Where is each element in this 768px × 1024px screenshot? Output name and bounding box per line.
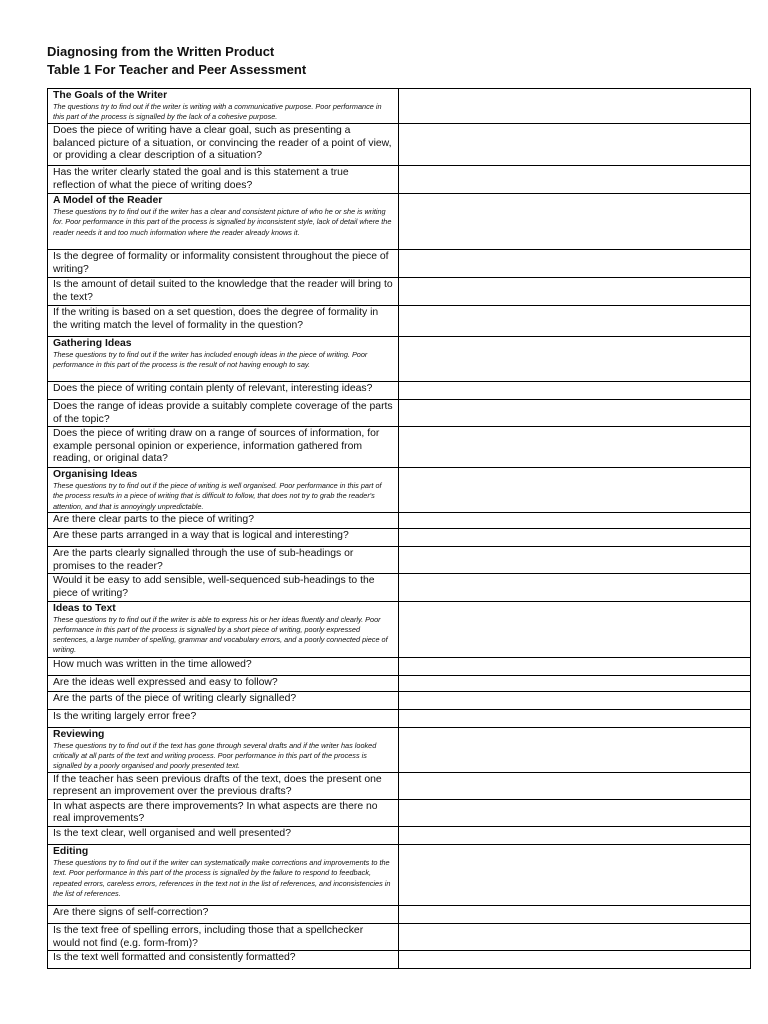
answer-cell[interactable] — [399, 691, 751, 709]
answer-cell[interactable] — [399, 306, 751, 337]
question-row — [48, 513, 751, 529]
question-text: Is the text well formatted and consistently formatted? — [53, 952, 296, 964]
section-row — [48, 468, 751, 513]
prompt-cell — [48, 529, 399, 547]
prompt-cell — [48, 337, 399, 382]
question-row — [48, 306, 751, 337]
question-text: Is the writing largely error free? — [53, 710, 197, 722]
question-text: Is the degree of formality or informality consistent throughout the piece of writing? — [53, 251, 389, 275]
question-row — [48, 529, 751, 547]
section-title: Gathering Ideas — [53, 338, 132, 349]
question-text: Does the piece of writing draw on a range of sources of information, for example personal opinion or experience, information gathered from reading, or original data? — [53, 428, 380, 465]
question-text: Would it be easy to add sensible, well-sequenced sub-headings to the piece of writing? — [53, 575, 375, 599]
prompt-cell — [48, 772, 399, 799]
section-row — [48, 844, 751, 905]
prompt-cell — [48, 923, 399, 950]
answer-cell[interactable] — [399, 675, 751, 691]
question-row — [48, 691, 751, 709]
answer-cell[interactable] — [399, 799, 751, 826]
answer-cell[interactable] — [399, 574, 751, 601]
question-text: Does the range of ideas provide a suitably complete coverage of the parts of the topic? — [53, 401, 393, 425]
prompt-cell — [48, 194, 399, 250]
answer-cell[interactable] — [399, 844, 751, 905]
answer-cell[interactable] — [399, 951, 751, 969]
question-text: Is the text free of spelling errors, including those that a spellchecker would not find (e.g. form-from)? — [53, 924, 364, 949]
answer-cell[interactable] — [399, 513, 751, 529]
prompt-cell — [48, 574, 399, 601]
answer-cell[interactable] — [399, 709, 751, 727]
answer-cell[interactable] — [399, 400, 751, 427]
prompt-cell — [48, 400, 399, 427]
section-title: Ideas to Text — [53, 602, 116, 614]
section-description: These questions try to find out if the writer is able to express his or her ideas fluently and clearly. Poor performance in this part of the process is signalled by a short piece of writing, poorly expressed sentences, a large number of spelling, grammar and vocabulary errors, and a poorly connected piece of writing. — [53, 614, 388, 655]
document-heading — [47, 43, 306, 79]
answer-cell[interactable] — [399, 382, 751, 400]
question-row — [48, 799, 751, 826]
answer-cell[interactable] — [399, 923, 751, 950]
assessment-table — [47, 88, 751, 969]
section-title: Reviewing — [53, 728, 105, 740]
question-row — [48, 547, 751, 574]
question-row — [48, 826, 751, 844]
answer-cell[interactable] — [399, 89, 751, 124]
section-row — [48, 601, 751, 657]
answer-cell[interactable] — [399, 194, 751, 250]
answer-cell[interactable] — [399, 547, 751, 574]
answer-cell[interactable] — [399, 166, 751, 194]
question-text: Does the piece of writing have a clear goal, such as presenting a balanced picture of a situation, or convincing the reader of a point of view, or providing a clear description of a situation? — [53, 125, 392, 162]
answer-cell[interactable] — [399, 337, 751, 382]
question-row — [48, 400, 751, 427]
section-description: These questions try to find out if the writer can systematically make corrections and improvements to the text. Poor performance in this part of the process is signalled by the failure to respond to feedback, repeated errors, careless errors, references in the text not in the list of references, and inconsistencies in the list of references. — [53, 857, 391, 898]
section-description: These questions try to find out if the writer has included enough ideas in the piece of writing. Poor performance in this part of the process is the result of not having enough to say. — [53, 350, 368, 370]
prompt-cell — [48, 382, 399, 400]
section-title: Editing — [53, 845, 89, 857]
question-text: Does the piece of writing contain plenty of relevant, interesting ideas? — [53, 383, 373, 394]
question-row — [48, 675, 751, 691]
section-title: Organising Ideas — [53, 469, 138, 481]
question-text: If the writing is based on a set question, does the degree of formality in the writing match the level of formality in the question? — [53, 307, 379, 331]
prompt-cell — [48, 691, 399, 709]
question-text: Are the parts clearly signalled through the use of sub-headings or promises to the reader? — [53, 548, 354, 572]
prompt-cell — [48, 727, 399, 772]
prompt-cell — [48, 427, 399, 468]
question-text: Are these parts arranged in a way that is logical and interesting? — [53, 530, 349, 542]
question-text: Is the amount of detail suited to the knowledge that the reader will bring to the text? — [53, 279, 393, 303]
prompt-cell — [48, 799, 399, 826]
prompt-cell — [48, 306, 399, 337]
section-title: A Model of the Reader — [53, 195, 163, 206]
question-row — [48, 574, 751, 601]
prompt-cell — [48, 166, 399, 194]
prompt-cell — [48, 951, 399, 969]
section-description: These questions try to find out if the writer has a clear and consistent picture of who he or she is writing for. Poor performance in this part of the process is signalled by inconsistent style, lack of detail where the reader needs it and too much information where the reader already knows it. — [53, 207, 392, 237]
question-text: In what aspects are there improvements? In what aspects are there no real improvements? — [53, 800, 378, 825]
prompt-cell — [48, 844, 399, 905]
section-row — [48, 194, 751, 250]
table-caption: Table 1 For Teacher and Peer Assessment — [47, 62, 307, 77]
prompt-cell — [48, 601, 399, 657]
question-row — [48, 382, 751, 400]
section-row — [48, 337, 751, 382]
prompt-cell — [48, 657, 399, 675]
question-row — [48, 124, 751, 166]
question-text: If the teacher has seen previous drafts of the text, does the present one represent an improvement over the previous drafts? — [53, 773, 382, 798]
question-row — [48, 657, 751, 675]
prompt-cell — [48, 826, 399, 844]
answer-cell[interactable] — [399, 657, 751, 675]
prompt-cell — [48, 468, 399, 513]
prompt-cell — [48, 124, 399, 166]
question-text: Are there clear parts to the piece of writing? — [53, 514, 254, 526]
prompt-cell — [48, 513, 399, 529]
answer-cell[interactable] — [399, 772, 751, 799]
prompt-cell — [48, 547, 399, 574]
section-description: The questions try to find out if the writer is writing with a communicative purpose. Poor performance in this part of the process is signalled by the lack of a cohesive purpose. — [53, 102, 382, 122]
answer-cell[interactable] — [399, 427, 751, 468]
section-row — [48, 89, 751, 124]
question-text: Are the ideas well expressed and easy to follow? — [53, 676, 278, 688]
question-row — [48, 166, 751, 194]
prompt-cell — [48, 905, 399, 923]
answer-cell[interactable] — [399, 826, 751, 844]
answer-cell[interactable] — [399, 529, 751, 547]
prompt-cell — [48, 250, 399, 278]
section-title: The Goals of the Writer — [53, 90, 168, 101]
answer-cell[interactable] — [399, 905, 751, 923]
answer-cell[interactable] — [399, 468, 751, 513]
question-row — [48, 923, 751, 950]
section-description: These questions try to find out if the text has gone through several drafts and if the writer has looked critically at all parts of the text and writing process. Poor performance in this part of the process is signalled by a poorly organised and poorly presented text. — [53, 740, 377, 771]
question-row — [48, 709, 751, 727]
answer-cell[interactable] — [399, 278, 751, 306]
answer-cell[interactable] — [399, 727, 751, 772]
question-row — [48, 278, 751, 306]
section-row — [48, 727, 751, 772]
question-row — [48, 905, 751, 923]
answer-cell[interactable] — [399, 250, 751, 278]
prompt-cell — [48, 675, 399, 691]
section-description: These questions try to find out if the piece of writing is well organised. Poor performance in this part of the process results in a piece of writing that is difficult to follow, that does not try to grab the reader's attention, and that is annoyingly unpredictable. — [53, 481, 382, 511]
question-row — [48, 772, 751, 799]
prompt-cell — [48, 709, 399, 727]
answer-cell[interactable] — [399, 124, 751, 166]
question-row — [48, 427, 751, 468]
question-row — [48, 951, 751, 969]
question-text: Are there signs of self-correction? — [53, 906, 209, 918]
question-text: Is the text clear, well organised and well presented? — [53, 827, 291, 839]
answer-cell[interactable] — [399, 601, 751, 657]
question-text: How much was written in the time allowed? — [53, 658, 252, 670]
document-title: Diagnosing from the Written Product — [47, 44, 275, 59]
question-text: Are the parts of the piece of writing clearly signalled? — [53, 692, 297, 704]
prompt-cell — [48, 89, 399, 124]
question-text: Has the writer clearly stated the goal and is this statement a true reflection of what the piece of writing does? — [53, 167, 349, 191]
question-row — [48, 250, 751, 278]
prompt-cell — [48, 278, 399, 306]
